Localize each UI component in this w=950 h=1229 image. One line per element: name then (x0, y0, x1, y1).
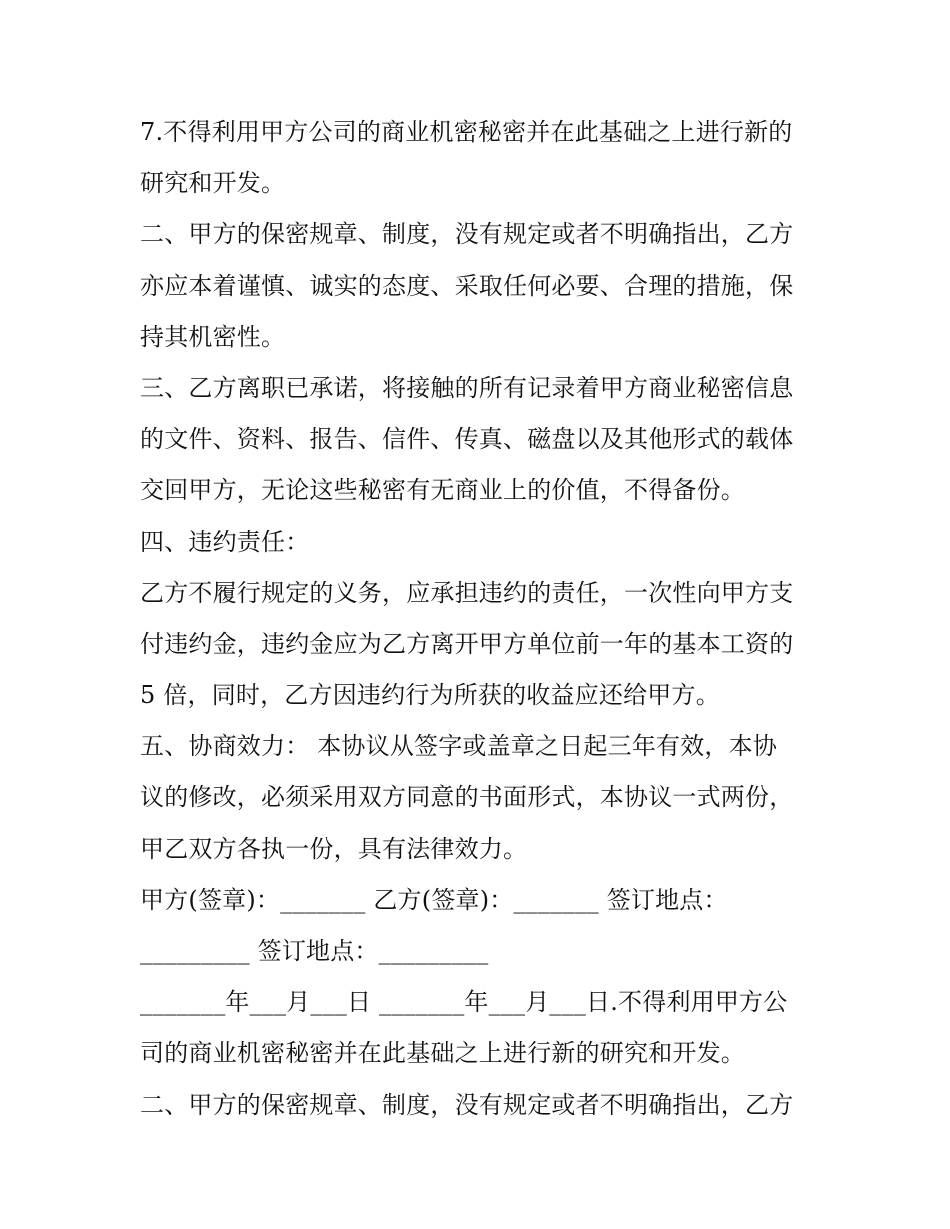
text-line: 四、违约责任： (140, 527, 310, 556)
signature-line: _________ 签订地点：_________ (140, 937, 489, 965)
text-line: 7.不得利用甲方公司的商业机密秘密并在此基础之上进行新的 (140, 118, 793, 146)
text-line: 五、协商效力： 本协议从签字或盖章之日起三年有效，本协 (140, 732, 778, 761)
text-line: 交回甲方，无论这些秘密有无商业上的价值，不得备份。 (140, 476, 745, 505)
text-line: 三、乙方离职已承诺，将接触的所有记录着甲方商业秘密信息 (140, 373, 794, 402)
text-line: 议的修改，必须采用双方同意的书面形式，本协议一式两份， (140, 783, 794, 812)
text-line: 司的商业机密秘密并在此基础之上进行新的研究和开发。 (140, 1039, 745, 1068)
text-line: 5 倍，同时，乙方因违约行为所获的收益应还给甲方。 (140, 681, 720, 710)
text-line: 亦应本着谨慎、诚实的态度、采取任何必要、合理的措施，保 (140, 271, 794, 300)
text-line: 研究和开发。 (140, 169, 286, 198)
text-line: 乙方不履行规定的义务，应承担违约的责任，一次性向甲方支 (140, 578, 794, 607)
text-line: 二、甲方的保密规章、制度，没有规定或者不明确指出，乙方 (140, 1090, 794, 1119)
date-line: _______年___月___日 _______年___月___日.不得利用甲方公 (140, 988, 788, 1017)
text-line: 二、甲方的保密规章、制度，没有规定或者不明确指出，乙方 (140, 220, 794, 249)
text-line: 付违约金，违约金应为乙方离开甲方单位前一年的基本工资的 (140, 629, 794, 658)
text-line: 持其机密性。 (140, 322, 286, 351)
text-line: 的文件、资料、报告、信件、传真、磁盘以及其他形式的载体 (140, 425, 794, 454)
text-line: 甲乙双方各执一份，具有法律效力。 (140, 834, 528, 863)
document-body (140, 107, 820, 1131)
signature-line: 甲方(签章)：_______ 乙方(签章)：_______ 签订地点： (140, 885, 728, 914)
